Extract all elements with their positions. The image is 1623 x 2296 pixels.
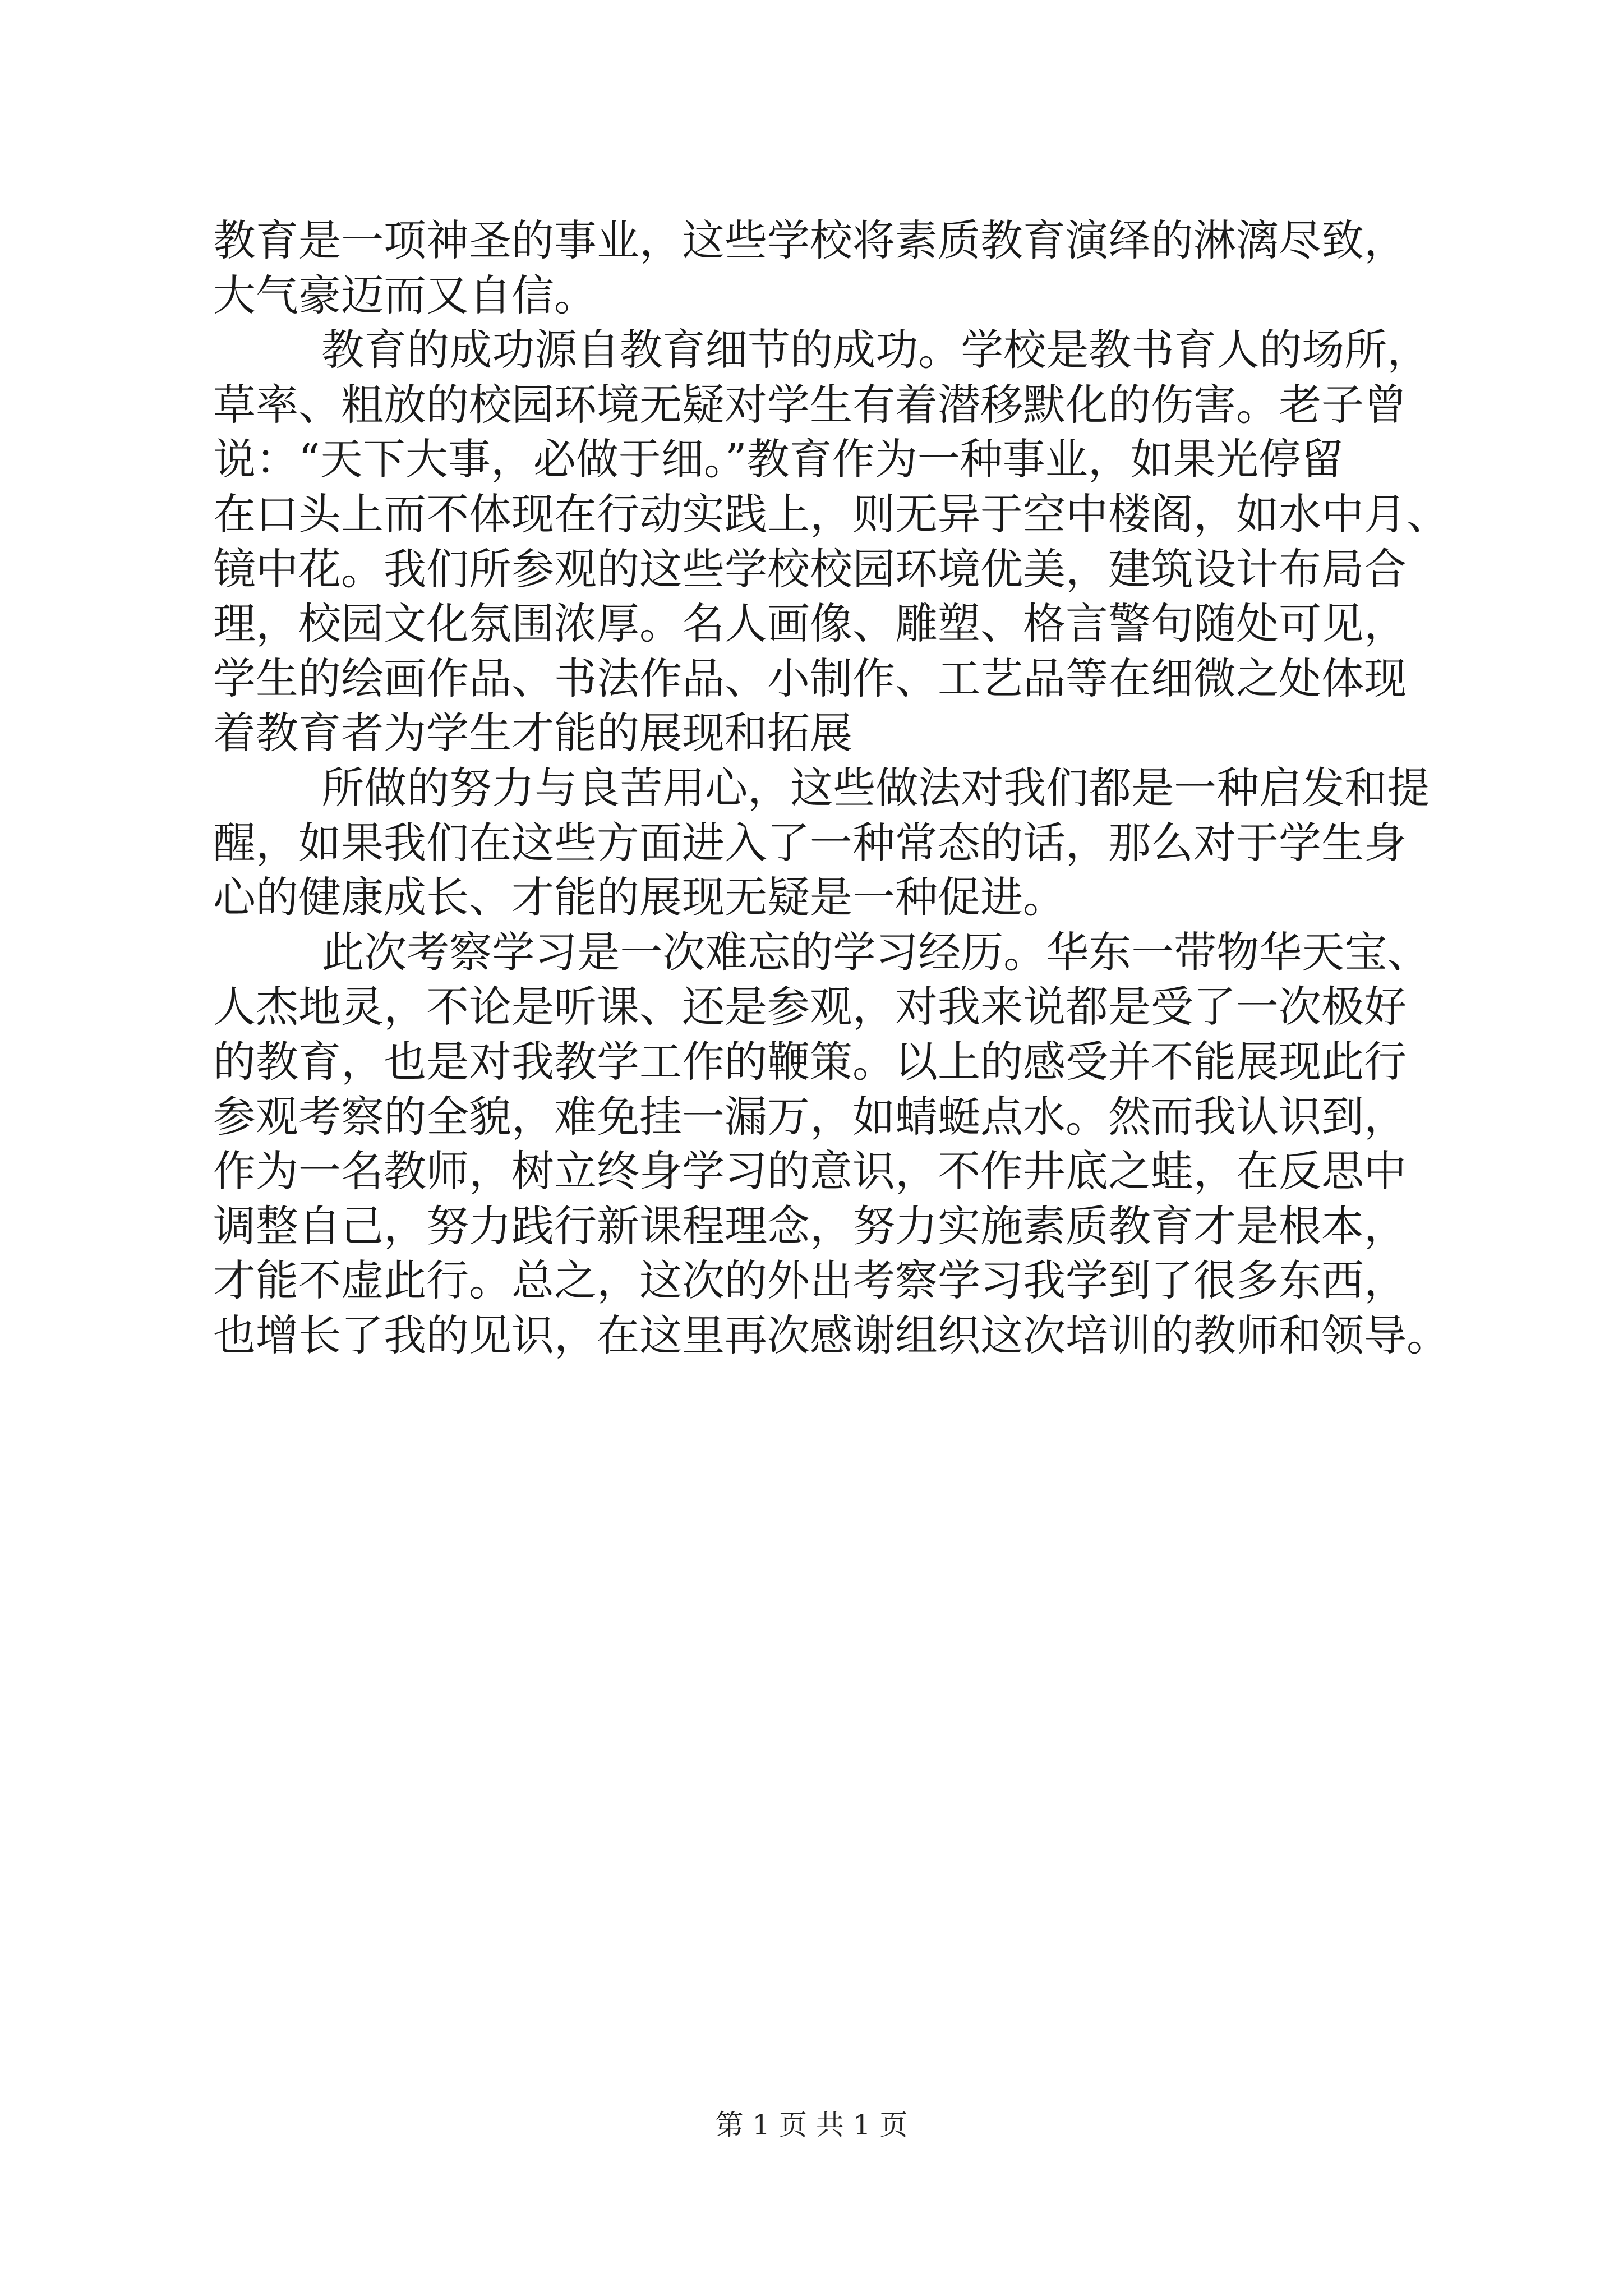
- text-line: 醒，如果我们在这些方面进入了一种常态的话，那么对于学生身: [213, 817, 1407, 868]
- text-line: 也增长了我的见识，在这里再次感谢组织这次培训的教师和领导。: [213, 1310, 1449, 1360]
- text-line: 大气豪迈而又自信。: [213, 270, 597, 320]
- text-line: 理，校园文化氛围浓厚。名人画像、雕塑、格言警句随处可见，: [213, 599, 1407, 649]
- document-body: [213, 213, 1449, 1363]
- text-line: 调整自己，努力践行新课程理念，努力实施素质教育才是根本，: [213, 1200, 1407, 1251]
- text-line: 参观考察的全貌，难免挂一漏万，如蜻蜓点水。然而我认识到，: [213, 1091, 1407, 1142]
- text-line: 此次考察学习是一次难忘的学习经历。华东一带物华天宝、: [213, 927, 1430, 977]
- page-footer: 第 1 页 共 1 页: [715, 2109, 908, 2141]
- text-line: 的教育，也是对我教学工作的鞭策。以上的感受并不能展现此行: [213, 1036, 1407, 1087]
- text-line: 人杰地灵，不论是听课、还是参观，对我来说都是受了一次极好: [213, 982, 1407, 1032]
- text-line: 作为一名教师，树立终身学习的意识，不作井底之蛙，在反思中: [213, 1146, 1407, 1197]
- text-line: 才能不虚此行。总之，这次的外出考察学习我学到了很多东西，: [213, 1255, 1407, 1306]
- text-line: 镜中花。我们所参观的这些学校校园环境优美，建筑设计布局合: [213, 544, 1407, 594]
- text-line: 教育是一项神圣的事业，这些学校将素质教育演绎的淋漓尽致，: [213, 215, 1407, 265]
- text-line: 草率、粗放的校园环境无疑对学生有着潜移默化的伤害。老子曾: [213, 379, 1407, 430]
- text-line: 所做的努力与良苦用心，这些做法对我们都是一种启发和提: [213, 762, 1430, 813]
- text-line: 说：“天下大事，必做于细。”教育作为一种事业，如果光停留: [213, 434, 1344, 485]
- text-line: 教育的成功源自教育细节的成功。学校是教书育人的场所，: [213, 325, 1430, 375]
- text-line: 心的健康成长、才能的展现无疑是一种促进。: [213, 872, 1066, 923]
- text-line: 着教育者为学生才能的展现和拓展: [213, 708, 852, 758]
- text-line: 学生的绘画作品、书法作品、小制作、工艺品等在细微之处体现: [213, 653, 1407, 703]
- text-line: 在口头上而不体现在行动实践上，则无异于空中楼阁，如水中月、: [213, 489, 1449, 539]
